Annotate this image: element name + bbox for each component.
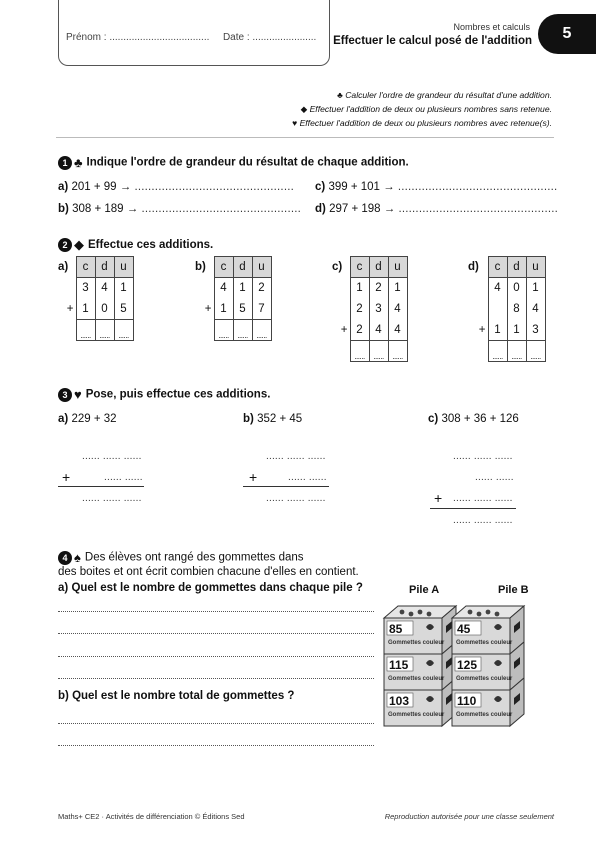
result-cell[interactable]: ...... [252, 320, 271, 341]
posed-line[interactable]: ...... ...... [104, 472, 143, 483]
exercise-3-title: 3 ♥ Pose, puis effectue ces additions. [58, 387, 270, 402]
pile-b [452, 606, 524, 726]
sticker-dot [400, 610, 405, 615]
box-count-a: 103 [389, 694, 410, 708]
table-d-label: d) [468, 261, 479, 273]
ex1-item-b: b) 308 + 189 → ............................................... [58, 203, 302, 215]
category: Nombres et calculs [453, 22, 530, 32]
posed-line[interactable]: ...... ...... [288, 472, 327, 483]
club-icon: ♣ [74, 155, 83, 170]
diamond-icon: ◆ [74, 237, 84, 252]
answer-line[interactable] [58, 745, 374, 746]
box-count-a: 115 [389, 658, 409, 672]
plus-sign: + [249, 469, 258, 485]
club-icon: ♣ [337, 90, 343, 100]
exercise-1-title: 1 ♣ Indique l'ordre de grandeur du résultat de chaque addition. [58, 155, 409, 170]
answer-line[interactable] [58, 723, 374, 724]
box-count-b: 45 [457, 622, 471, 636]
table-c-label: c) [332, 261, 343, 273]
result-cell[interactable]: ...... [233, 320, 252, 341]
ex1-item-a: a) 201 + 99 → ............................................... [58, 181, 295, 193]
sticker-dot [477, 612, 482, 617]
addition-table-a: c d u 3 4 1 + 1 0 5 ...... ...... ...... [60, 256, 134, 341]
question-b: b) Quel est le nombre total de gommettes ? [58, 690, 295, 702]
sticker-dot [409, 612, 414, 617]
box-piles-illustration [376, 600, 556, 775]
name-date-line [66, 32, 316, 43]
posed-result[interactable]: ...... ...... ...... [266, 493, 326, 504]
heart-icon: ♥ [292, 118, 298, 128]
footer-copyright: Maths+ CE2 · Activités de différenciation © Éditions Sed [58, 812, 245, 821]
objective-2: ◆ Effectuer l'addition de deux ou plusieurs nombres sans retenue. [300, 104, 552, 114]
answer-blank[interactable]: ............................................... [134, 181, 295, 193]
box-label-text: Gommettes couleur [388, 712, 445, 718]
exercise-number-badge: 4 [58, 551, 72, 565]
box-count-b: 110 [457, 694, 477, 708]
exercise-number-badge: 1 [58, 156, 72, 170]
exercise-number-badge: 2 [58, 238, 72, 252]
sum-line [430, 508, 516, 509]
objective-1: ♣ Calculer l'ordre de grandeur du résultat d'une addition. [337, 90, 552, 100]
sum-line [243, 486, 329, 487]
box-label-text: Gommettes couleur [456, 712, 513, 718]
box-label-text: Gommettes couleur [456, 676, 513, 682]
exercise-number-badge: 3 [58, 388, 72, 402]
addition-table-b: c d u 4 1 2 + 1 5 7 ...... ...... ...... [198, 256, 272, 341]
plus-sign: + [62, 469, 71, 485]
exercise-4-intro: 4 ♠ Des élèves ont rangé des gommettes dans [58, 550, 304, 565]
ex1-item-c: c) 399 + 101 → ............................................... [315, 181, 558, 193]
objective-3: ♥ Effectuer l'addition de deux ou plusieurs nombres avec retenue(s). [292, 118, 552, 128]
spade-icon: ♠ [74, 550, 81, 565]
answer-line[interactable] [58, 656, 374, 657]
sum-line [58, 486, 144, 487]
result-cell[interactable]: ...... [114, 320, 133, 341]
page-number-badge: 5 [538, 14, 596, 54]
sticker-dot [418, 610, 423, 615]
result-cell[interactable]: ...... [507, 341, 526, 362]
exercise-4-intro-2: des boites et ont écrit combien chacune d'elles en contient. [58, 566, 359, 578]
prenom-field[interactable]: Prénom : .................................... [66, 32, 210, 43]
divider [56, 137, 554, 138]
sticker-dot [468, 610, 473, 615]
answer-blank[interactable]: ............................................... [397, 181, 558, 193]
arrow-icon: → [383, 203, 396, 215]
answer-line[interactable] [58, 611, 374, 612]
answer-blank[interactable]: ............................................... [141, 203, 302, 215]
answer-blank[interactable]: ............................................... [398, 203, 559, 215]
box-count-a: 85 [389, 622, 403, 636]
page-title: Effectuer le calcul posé de l'addition [333, 35, 532, 47]
date-field[interactable]: Date : ....................... [222, 32, 317, 43]
box-count-b: 125 [457, 658, 478, 672]
diamond-icon: ◆ [300, 104, 308, 114]
arrow-icon: → [383, 181, 395, 193]
ex3-item-a: a) 229 + 32 [58, 413, 117, 425]
pile-a [384, 606, 456, 726]
posed-line[interactable]: ...... ...... [475, 472, 514, 483]
result-cell[interactable]: ...... [369, 341, 388, 362]
table-b-label: b) [195, 261, 206, 273]
posed-line[interactable]: ...... ...... ...... [82, 451, 142, 462]
posed-result[interactable]: ...... ...... ...... [82, 493, 142, 504]
box-label-text: Gommettes couleur [388, 676, 445, 682]
arrow-icon: → [126, 203, 139, 215]
arrow-icon: → [119, 181, 132, 193]
footer-reproduction: Reproduction autorisée pour une classe seulement [384, 812, 554, 821]
ex3-item-b: b) 352 + 45 [243, 413, 303, 425]
posed-result[interactable]: ...... ...... ...... [453, 515, 513, 526]
result-cell[interactable]: ...... [350, 341, 369, 362]
result-cell[interactable]: ...... [214, 320, 233, 341]
addition-table-c: c d u 1 2 1 2 3 4 + 2 4 4 ...... ...... ...... [334, 256, 408, 362]
sticker-dot [427, 612, 432, 617]
exercise-2-title: 2 ◆ Effectue ces additions. [58, 237, 213, 253]
posed-line[interactable]: ...... ...... ...... [453, 451, 513, 462]
posed-line[interactable]: ...... ...... ...... [266, 451, 326, 462]
question-a: a) Quel est le nombre de gommettes dans chaque pile ? [58, 582, 363, 594]
table-a-label: a) [58, 261, 69, 273]
answer-line[interactable] [58, 633, 374, 634]
result-cell[interactable]: ...... [95, 320, 114, 341]
box-label-text: Gommettes couleur [388, 640, 445, 646]
posed-line[interactable]: ...... ...... ...... [453, 493, 513, 504]
plus-sign: + [434, 490, 443, 506]
answer-line[interactable] [58, 678, 374, 679]
addition-table-d: c d u 4 0 1 8 4 + 1 1 3 ...... ...... ...... [472, 256, 546, 362]
pile-b-label: Pile B [498, 584, 529, 596]
sticker-dot [495, 612, 500, 617]
result-cell[interactable]: ...... [76, 320, 95, 341]
result-cell[interactable]: ...... [388, 341, 407, 362]
pile-a-label: Pile A [409, 584, 440, 596]
result-cell[interactable]: ...... [488, 341, 507, 362]
sticker-dot [486, 610, 491, 615]
box-label-text: Gommettes couleur [456, 640, 513, 646]
ex1-item-d: d) 297 + 198 → ............................................... [315, 203, 559, 215]
result-cell[interactable]: ...... [526, 341, 545, 362]
ex3-item-c: c) 308 + 36 + 126 [428, 413, 519, 425]
heart-icon: ♥ [74, 387, 82, 402]
